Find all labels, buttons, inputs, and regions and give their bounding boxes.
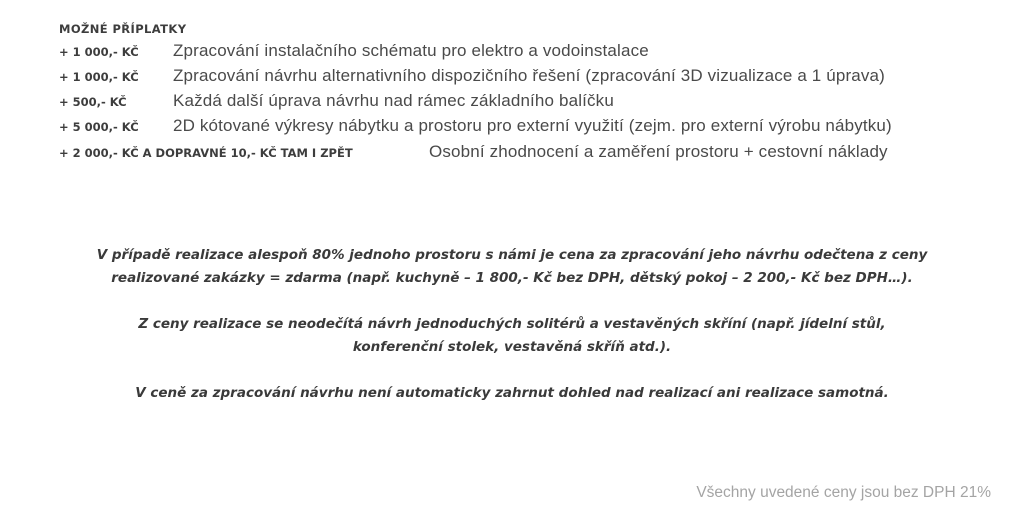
not-included-note: V ceně za zpracování návrhu není automaticky zahrnut dohled nad realizací ani realizace samotná. — [135, 385, 889, 401]
surcharge-description: Zpracování návrhu alternativního dispozičního řešení (zpracování 3D vizualizace a 1 úprava) — [173, 66, 885, 85]
exclusions-note: Z ceny realizace se neodečítá návrh jednoduchých solitérů a vestavěných skříní (např. jídelní stůl, konferenční stolek, vestavěná skříň atd.). — [138, 316, 886, 355]
surcharge-price: + 5 000,- KČ — [59, 120, 139, 134]
surcharge-price: + 1 000,- KČ — [59, 45, 139, 59]
surcharge-row — [59, 138, 1009, 165]
surcharge-row — [59, 38, 1009, 63]
surcharge-row — [59, 63, 1009, 88]
vat-footnote: Všechny uvedené ceny jsou bez DPH 21% — [696, 484, 991, 501]
surcharge-price: + 1 000,- KČ — [59, 70, 139, 84]
realization-discount-note: V případě realizace alespoň 80% jednoho prostoru s námi je cena za zpracování jeho návrhu odečtena z ceny realizované zakázky = zdarma (např. kuchyně – 1 800,- Kč bez DPH, dětský pokoj – 2 200,- Kč bez DPH…). — [96, 247, 928, 286]
surcharge-description: 2D kótované výkresy nábytku a prostoru pro externí využití (zejm. pro externí výrobu nábytku) — [173, 116, 892, 135]
surcharge-price: + 2 000,- KČ A DOPRAVNÉ 10,- KČ TAM I ZPĚT — [59, 146, 353, 160]
surcharge-description: Každá další úprava návrhu nad rámec základního balíčku — [173, 91, 614, 110]
surcharge-description: Osobní zhodnocení a zaměření prostoru + cestovní náklady — [429, 142, 888, 161]
surcharge-row — [59, 88, 1009, 113]
surcharges-heading: MOŽNÉ PŘÍPLATKY — [59, 22, 187, 36]
surcharge-row — [59, 113, 1009, 138]
surcharges-section — [59, 20, 1009, 165]
pricing-notes — [30, 244, 994, 428]
surcharge-price: + 500,- KČ — [59, 95, 127, 109]
surcharge-description: Zpracování instalačního schématu pro elektro a vodoinstalace — [173, 41, 649, 60]
